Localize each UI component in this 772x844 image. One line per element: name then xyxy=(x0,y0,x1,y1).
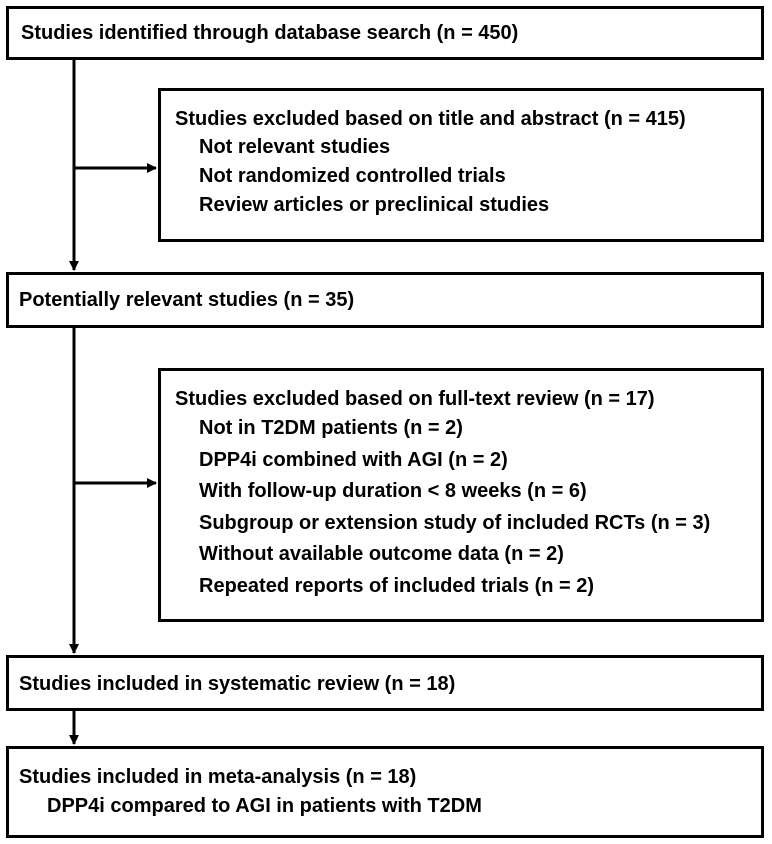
box-identified-studies xyxy=(6,6,764,60)
meta-analysis-description: DPP4i compared to AGI in patients with T2DM xyxy=(47,795,482,817)
box-identified-title: Studies identified through database search (n = 450) xyxy=(21,22,519,44)
potentially-relevant-title: Potentially relevant studies (n = 35) xyxy=(19,289,355,311)
excluded-title-abstract-title: Studies excluded based on title and abstract (n = 415) xyxy=(175,108,686,130)
box-meta-analysis xyxy=(6,746,764,838)
excluded-reason: Review articles or preclinical studies xyxy=(199,194,550,216)
box-potentially-relevant xyxy=(6,272,764,328)
box-excluded-title-abstract xyxy=(158,88,764,242)
excluded-reason: With follow-up duration < 8 weeks (n = 6) xyxy=(199,480,587,502)
box-systematic-review xyxy=(6,655,764,711)
excluded-reason: Repeated reports of included trials (n = 2) xyxy=(199,574,595,597)
excluded-reason: Not randomized controlled trials xyxy=(199,165,506,187)
excluded-reason: Subgroup or extension study of included RCTs (n = 3) xyxy=(199,511,711,534)
systematic-review-title: Studies included in systematic review (n = 18) xyxy=(19,673,456,695)
excluded-reason: Not in T2DM patients (n = 2) xyxy=(199,417,463,439)
excluded-reason: Without available outcome data (n = 2) xyxy=(199,543,564,565)
excluded-full-text-title: Studies excluded based on full-text review (n = 17) xyxy=(175,388,655,410)
box-excluded-full-text xyxy=(158,368,764,622)
excluded-reason: Not relevant studies xyxy=(199,136,391,158)
excluded-reason: DPP4i combined with AGI (n = 2) xyxy=(199,448,508,471)
meta-analysis-title: Studies included in meta-analysis (n = 18) xyxy=(19,766,417,788)
